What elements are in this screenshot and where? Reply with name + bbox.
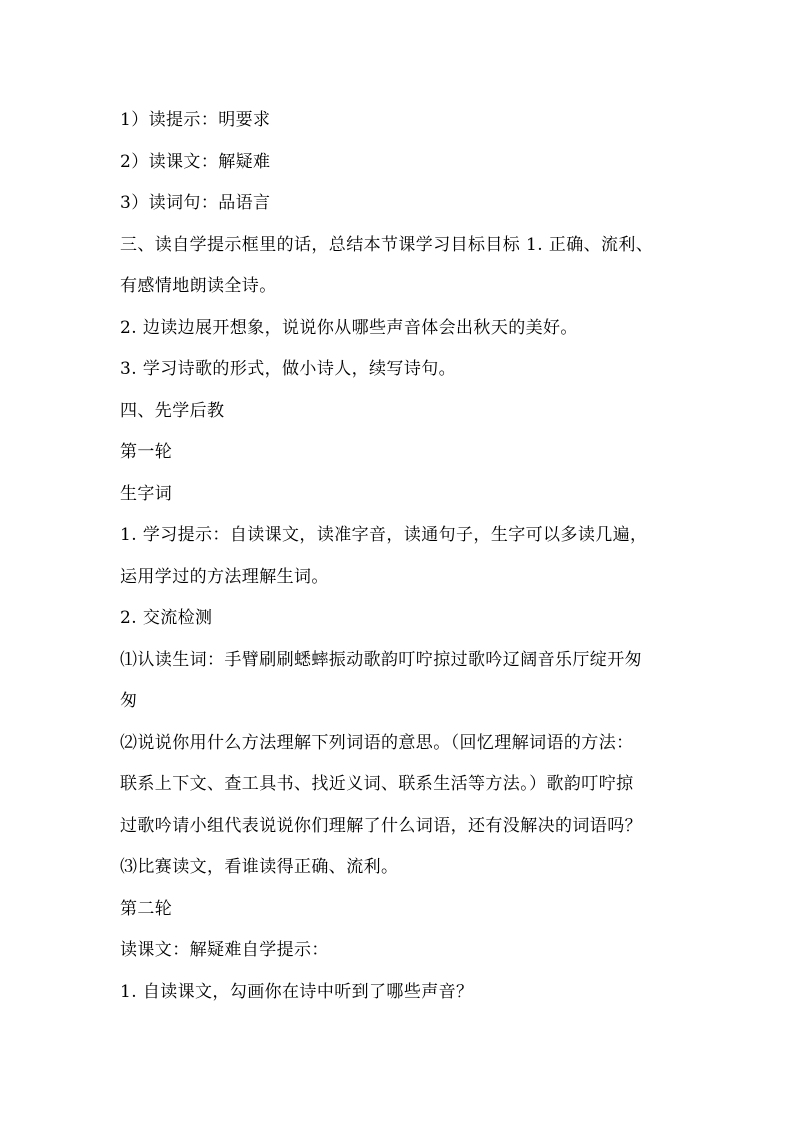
explain-words-methods: 联系上下文、查工具书、找近义词、联系生活等方法。）歌韵叮咛掠	[120, 774, 634, 794]
explain-words-question: ⑵说说你用什么方法理解下列词语的意思。（回忆理解词语的方法：	[120, 732, 634, 753]
section-four-heading: 四、先学后教	[120, 400, 225, 421]
step-read-words: 3）读词句：品语言	[120, 193, 271, 213]
self-read-task: 1. 自读课文，勾画你在诗中听到了哪些声音？	[120, 981, 474, 1002]
exchange-check-heading: 2. 交流检测	[120, 608, 213, 628]
step-read-prompt: 1）读提示：明要求	[120, 110, 271, 130]
study-hint-one: 1. 学习提示：自读课文，读准字音，读通句子，生字可以多读几遍，	[120, 525, 648, 545]
section-three-heading: 三、读自学提示框里的话，总结本节课学习目标目标 1. 正确、流利、	[120, 234, 654, 255]
goal-one-continued: 有感情地朗读全诗。	[120, 276, 277, 296]
step-read-text: 2）读课文：解疑难	[120, 151, 271, 172]
read-new-words-continued: 匆	[120, 691, 138, 711]
goal-two: 2. 边读边展开想象，说说你从哪些声音体会出秋天的美好。	[120, 317, 578, 338]
round-two-heading: 第二轮	[120, 898, 173, 919]
goal-three: 3. 学习诗歌的形式，做小诗人，续写诗句。	[120, 359, 457, 379]
study-hint-one-continued: 运用学过的方法理解生词。	[120, 566, 329, 587]
read-new-words: ⑴认读生词：手臂刷刷蟋蟀振动歌韵叮咛掠过歌吟辽阔音乐厅绽开匆	[120, 649, 642, 670]
document-body	[120, 100, 696, 1013]
read-text-hint-heading: 读课文：解疑难自学提示：	[120, 940, 329, 960]
explain-words-group: 过歌吟请小组代表说说你们理解了什么词语，还有没解决的词语吗？	[120, 815, 642, 836]
new-words-heading: 生字词	[120, 483, 173, 504]
reading-contest: ⑶比赛读文，看谁读得正确、流利。	[120, 857, 399, 877]
round-one-heading: 第一轮	[120, 442, 173, 462]
